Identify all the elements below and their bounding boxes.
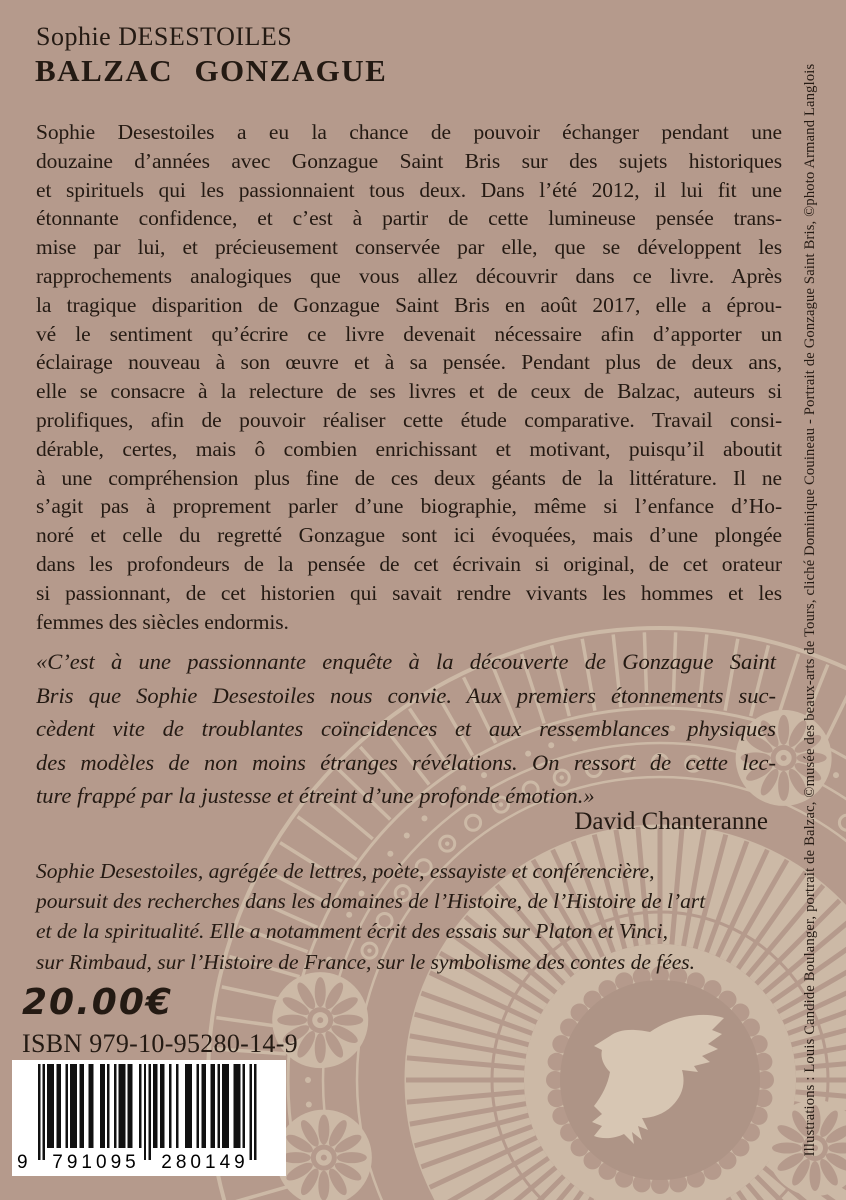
text-line: noré et celle du regretté Gonzague sont ici évoquées, mais d’une plongée (36, 523, 782, 548)
text-line: dérable, certes, mais ô combien enrichissant et motivant, puisqu’il aboutit (36, 436, 782, 461)
text-line: Sophie Desestoiles a eu la chance de pouvoir échanger pendant une (36, 120, 782, 144)
text-line: à une compréhension plus fine de ces deux géants de la littérature. Il ne (36, 465, 782, 490)
text-line: et de la spiritualité. Elle a notamment écrit des essais sur Platon et Vinci, (36, 919, 668, 944)
barcode-digits-right: 280149 (161, 1152, 249, 1173)
text-line: dans les profondeurs de la pensée de cet écrivain si original, de cet orateur (36, 551, 782, 576)
text-line: prolifiques, afin de pouvoir réaliser cette étude comparative. Travail consi- (36, 407, 782, 432)
text-line: vé le sentiment qu’écrire ce livre devenait nécessaire afin d’apporter un (36, 321, 782, 346)
price-label: 20.00€ (22, 982, 173, 1023)
text-line: et spirituels qui les passionnaient tous deux. Dans l’été 2012, il lui fit une (36, 177, 782, 202)
isbn-label: ISBN 979-10-95280-14-9 (22, 1029, 298, 1058)
text-line: elle se consacre à la relecture de ses livres et de ceux de Balzac, auteurs si (36, 379, 782, 404)
text-line: Sophie Desestoiles, agrégée de lettres, poète, essayiste et conférencière, (36, 859, 655, 883)
author-bio (36, 856, 818, 977)
barcode-digit-first: 9 (17, 1152, 32, 1173)
text-line: cèdent vite de troublantes coïncidences et aux ressemblances physiques (36, 716, 776, 741)
review-quote (36, 645, 776, 813)
author-name: Sophie DESESTOILES (36, 22, 293, 51)
text-line: la tragique disparition de Gonzague Saint Bris en août 2017, elle a éprou- (36, 292, 782, 317)
text-line: si passionnant, de cet historien qui savait rendre vivants les hommes et les (36, 580, 782, 605)
barcode (12, 1060, 286, 1176)
text-line: éclairage nouveau à son œuvre et à sa pensée. Pendant plus de deux ans, (36, 350, 782, 375)
text-line: rapprochements analogiques que vous allez découvrir dans ce livre. Après (36, 263, 782, 288)
book-title: BALZAC GONZAGUE (35, 53, 388, 88)
text-line: sur Rimbaud, sur l’Histoire de France, sur le symbolisme des contes de fées. (36, 949, 696, 974)
barcode-digits-left: 791095 (52, 1152, 140, 1173)
text-line: des modèles de non moins étranges révélations. On ressort de cette lec- (36, 749, 776, 775)
text-line: s’agit pas à proprement parler d’une biographie, même si l’enfance d’Ho- (36, 494, 782, 519)
text-line: poursuit des recherches dans les domaines de l’Histoire, de l’Histoire de l’art (36, 889, 706, 914)
text-line: «C’est à une passionnante enquête à la découverte de Gonzague Saint (36, 649, 776, 674)
text-line: Bris que Sophie Desestoiles nous convie. Aux premiers étonnements suc- (36, 682, 776, 708)
text-line: étonnante confidence, et c’est à partir de cette lumineuse pensée trans- (36, 206, 782, 231)
text-line: mise par lui, et précieusement conservée par elle, que se développent les (36, 235, 782, 260)
quote-attribution: David Chanteranne (574, 808, 768, 835)
text-line: douzaine d’années avec Gonzague Saint Bris sur des sujets historiques (36, 148, 782, 173)
text-line: ture frappé par la justesse et étreint d’une profonde émotion.» (36, 783, 595, 808)
text-line: femmes des siècles endormis. (36, 609, 289, 634)
illustration-credits-vertical: Illustrations : Louis Candide Boulanger, portrait de Balzac, ©musée des beaux-arts de Tours, cliché Dominique Couineau - Portrait de Gonzague Saint Bris, ©photo Armand Langlois (802, 63, 818, 1157)
synopsis-paragraph (36, 118, 782, 636)
